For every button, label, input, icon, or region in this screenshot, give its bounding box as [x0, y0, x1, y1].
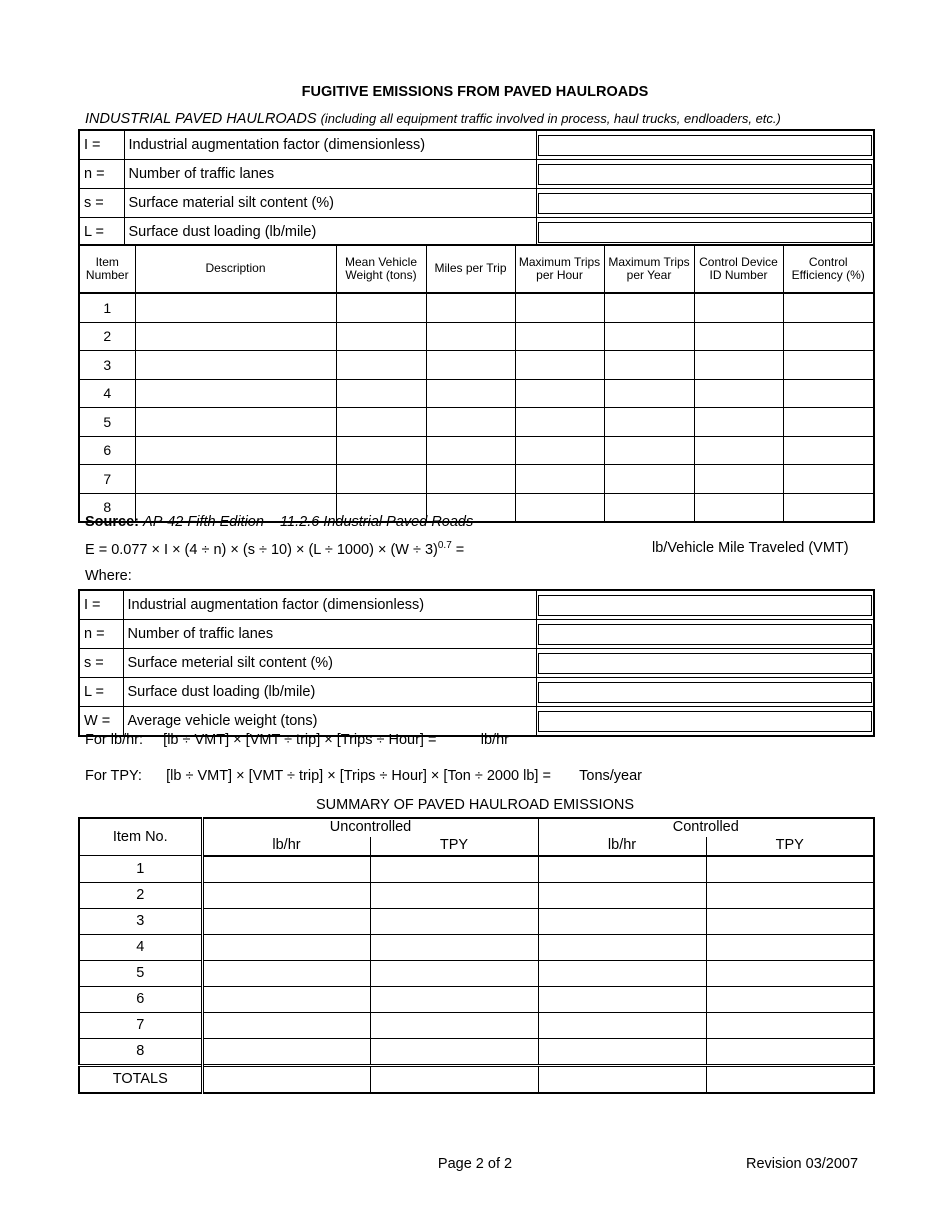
item-entry-cell[interactable]	[336, 408, 426, 437]
param-symbol: I =	[79, 590, 123, 620]
item-entry-cell[interactable]	[694, 465, 783, 494]
tpy-unit: Tons/year	[579, 768, 643, 784]
tpy-label: For TPY:	[85, 768, 142, 784]
item-entry-cell[interactable]	[604, 379, 694, 408]
where-param-row	[79, 649, 874, 678]
summary-entry-cell[interactable]	[202, 986, 370, 1012]
param-value-field[interactable]	[538, 653, 873, 674]
param-symbol: s =	[79, 189, 124, 218]
summary-entry-cell[interactable]	[202, 934, 370, 960]
items-column-header: Control Device ID Number	[694, 245, 783, 293]
item-entry-cell[interactable]	[515, 322, 604, 351]
where-parameters-table	[78, 589, 875, 737]
equation-lhs: E = 0.077 × I × (4 ÷ n) × (s ÷ 10) × (L ÷ 1000) × (W ÷ 3)	[85, 541, 438, 558]
summary-item-number: 5	[79, 960, 202, 986]
item-entry-cell[interactable]	[515, 436, 604, 465]
item-entry-cell[interactable]	[515, 351, 604, 380]
summary-entry-cell[interactable]	[538, 1012, 706, 1038]
param-value-cell	[536, 620, 874, 649]
param-value-cell	[536, 590, 874, 620]
item-number: 1	[79, 293, 135, 322]
tpy-expression: [lb ÷ VMT] × [VMT ÷ trip] × [Trips ÷ Hour] × [Ton ÷ 2000 lb] =	[166, 768, 551, 784]
summary-entry-cell[interactable]	[538, 1038, 706, 1065]
item-entry-cell[interactable]	[336, 379, 426, 408]
summary-entry-cell[interactable]	[370, 934, 538, 960]
summary-item-header: Item No.	[79, 818, 202, 856]
items-column-header: Control Efficiency (%)	[783, 245, 874, 293]
item-entry-cell[interactable]	[694, 408, 783, 437]
item-entry-cell[interactable]	[783, 379, 874, 408]
items-column-header: Item Number	[79, 245, 135, 293]
summary-entry-cell[interactable]	[706, 986, 874, 1012]
item-entry-cell[interactable]	[604, 293, 694, 322]
summary-uncontrolled-tpy-header: TPY	[370, 837, 538, 856]
page-number: Page 2 of 2	[437, 1156, 513, 1172]
equation-exponent: 0.7	[437, 540, 452, 551]
item-entry-cell[interactable]	[604, 351, 694, 380]
item-entry-cell[interactable]	[604, 436, 694, 465]
item-entry-cell[interactable]	[426, 379, 515, 408]
summary-table-row	[79, 1012, 874, 1038]
items-table-row	[79, 293, 874, 322]
param-symbol: n =	[79, 160, 124, 189]
summary-table-row	[79, 1065, 874, 1093]
summary-entry-cell[interactable]	[370, 908, 538, 934]
summary-entry-cell[interactable]	[202, 1038, 370, 1065]
item-entry-cell[interactable]	[694, 436, 783, 465]
item-entry-cell[interactable]	[783, 465, 874, 494]
source-label: Source:	[85, 514, 139, 530]
items-table-row	[79, 351, 874, 380]
item-entry-cell[interactable]	[426, 322, 515, 351]
items-table-row	[79, 408, 874, 437]
param-value-field[interactable]	[538, 682, 873, 703]
equation-unit: lb/Vehicle Mile Traveled (VMT)	[652, 540, 849, 556]
summary-entry-cell[interactable]	[202, 1065, 370, 1093]
item-entry-cell[interactable]	[694, 351, 783, 380]
param-value-field[interactable]	[538, 222, 873, 243]
summary-entry-cell[interactable]	[370, 986, 538, 1012]
emission-equation	[85, 540, 464, 558]
items-column-header: Maximum Trips per Year	[604, 245, 694, 293]
item-number: 2	[79, 322, 135, 351]
where-param-row	[79, 590, 874, 620]
summary-entry-cell[interactable]	[706, 908, 874, 934]
summary-title: SUMMARY OF PAVED HAULROAD EMISSIONS	[316, 797, 634, 813]
lbhr-label: For lb/hr:	[85, 732, 144, 748]
summary-entry-cell[interactable]	[706, 1012, 874, 1038]
item-entry-cell[interactable]	[426, 293, 515, 322]
summary-entry-cell[interactable]	[538, 934, 706, 960]
item-entry-cell[interactable]	[426, 351, 515, 380]
lbhr-formula	[85, 732, 509, 748]
param-value-cell	[536, 649, 874, 678]
param-value-field[interactable]	[538, 164, 873, 185]
items-column-header: Maximum Trips per Hour	[515, 245, 604, 293]
haulroad-items-table	[78, 244, 875, 523]
summary-item-number: 6	[79, 986, 202, 1012]
item-entry-cell[interactable]	[783, 408, 874, 437]
summary-item-number: 3	[79, 908, 202, 934]
summary-table-row	[79, 960, 874, 986]
source-line	[85, 514, 473, 530]
summary-table-row	[79, 1038, 874, 1065]
summary-entry-cell[interactable]	[370, 1065, 538, 1093]
item-entry-cell[interactable]	[694, 493, 783, 522]
items-table-row	[79, 379, 874, 408]
item-entry-cell[interactable]	[604, 465, 694, 494]
summary-item-number: TOTALS	[79, 1065, 202, 1093]
top-param-row	[79, 218, 874, 248]
summary-entry-cell[interactable]	[202, 960, 370, 986]
revision-date: Revision 03/2007	[746, 1156, 859, 1172]
summary-controlled-tpy-header: TPY	[706, 837, 874, 856]
summary-entry-cell[interactable]	[538, 960, 706, 986]
items-table-row	[79, 436, 874, 465]
item-entry-cell[interactable]	[135, 379, 336, 408]
item-entry-cell[interactable]	[515, 408, 604, 437]
item-entry-cell[interactable]	[694, 322, 783, 351]
summary-emissions-table	[78, 817, 875, 1094]
param-symbol: I =	[79, 130, 124, 160]
summary-entry-cell[interactable]	[370, 1038, 538, 1065]
summary-entry-cell[interactable]	[538, 908, 706, 934]
item-entry-cell[interactable]	[783, 293, 874, 322]
param-description: Number of traffic lanes	[124, 160, 536, 189]
item-number: 7	[79, 465, 135, 494]
item-entry-cell[interactable]	[694, 293, 783, 322]
item-entry-cell[interactable]	[135, 465, 336, 494]
summary-entry-cell[interactable]	[370, 882, 538, 908]
items-table-row	[79, 465, 874, 494]
param-value-field[interactable]	[538, 193, 873, 214]
summary-table-row	[79, 986, 874, 1012]
param-symbol: s =	[79, 649, 123, 678]
summary-entry-cell[interactable]	[202, 882, 370, 908]
param-symbol: W =	[79, 707, 123, 737]
item-entry-cell[interactable]	[426, 408, 515, 437]
item-entry-cell[interactable]	[426, 465, 515, 494]
param-description: Surface material silt content (%)	[124, 189, 536, 218]
item-entry-cell[interactable]	[694, 379, 783, 408]
item-entry-cell[interactable]	[135, 351, 336, 380]
item-entry-cell[interactable]	[135, 293, 336, 322]
top-param-row	[79, 130, 874, 160]
item-entry-cell[interactable]	[783, 493, 874, 522]
where-label: Where:	[85, 568, 132, 584]
param-value-cell	[536, 707, 874, 737]
param-value-cell	[536, 218, 874, 248]
summary-entry-cell[interactable]	[706, 856, 874, 883]
item-entry-cell[interactable]	[336, 436, 426, 465]
param-description: Surface meterial silt content (%)	[123, 649, 536, 678]
tpy-formula	[85, 768, 642, 784]
summary-uncontrolled-header: Uncontrolled	[202, 818, 538, 837]
where-param-row	[79, 620, 874, 649]
item-entry-cell[interactable]	[604, 322, 694, 351]
item-entry-cell[interactable]	[426, 436, 515, 465]
item-entry-cell[interactable]	[135, 408, 336, 437]
summary-item-number: 4	[79, 934, 202, 960]
summary-item-number: 1	[79, 856, 202, 883]
summary-entry-cell[interactable]	[706, 882, 874, 908]
item-entry-cell[interactable]	[515, 493, 604, 522]
item-entry-cell[interactable]	[336, 465, 426, 494]
param-value-field[interactable]	[538, 711, 873, 732]
param-value-cell	[536, 189, 874, 218]
item-number: 3	[79, 351, 135, 380]
summary-item-number: 8	[79, 1038, 202, 1065]
subtitle-parenthetical: (including all equipment traffic involved in process, haul trucks, endloaders, etc.)	[320, 111, 781, 126]
summary-entry-cell[interactable]	[706, 960, 874, 986]
summary-table-row	[79, 908, 874, 934]
summary-item-number: 2	[79, 882, 202, 908]
top-parameters-table	[78, 129, 875, 248]
summary-entry-cell[interactable]	[538, 882, 706, 908]
lbhr-unit: lb/hr	[480, 732, 509, 748]
item-number: 4	[79, 379, 135, 408]
param-symbol: L =	[79, 678, 123, 707]
summary-entry-cell[interactable]	[202, 1012, 370, 1038]
summary-entry-cell[interactable]	[706, 1038, 874, 1065]
param-symbol: L =	[79, 218, 124, 248]
top-param-row	[79, 160, 874, 189]
param-value-field[interactable]	[538, 135, 873, 156]
param-description: Average vehicle weight (tons)	[123, 707, 536, 737]
item-number: 6	[79, 436, 135, 465]
item-entry-cell[interactable]	[515, 379, 604, 408]
item-entry-cell[interactable]	[783, 351, 874, 380]
item-entry-cell[interactable]	[783, 322, 874, 351]
item-entry-cell[interactable]	[515, 293, 604, 322]
item-number: 8	[79, 493, 135, 522]
param-value-cell	[536, 160, 874, 189]
summary-entry-cell[interactable]	[706, 934, 874, 960]
summary-entry-cell[interactable]	[538, 856, 706, 883]
item-entry-cell[interactable]	[783, 436, 874, 465]
summary-item-number: 7	[79, 1012, 202, 1038]
item-entry-cell[interactable]	[515, 465, 604, 494]
subtitle-main: INDUSTRIAL PAVED HAULROADS	[85, 111, 317, 127]
item-entry-cell[interactable]	[135, 436, 336, 465]
param-description: Industrial augmentation factor (dimensionless)	[123, 590, 536, 620]
items-column-header: Mean Vehicle Weight (tons)	[336, 245, 426, 293]
param-description: Industrial augmentation factor (dimensionless)	[124, 130, 536, 160]
param-symbol: n =	[79, 620, 123, 649]
summary-controlled-lbhr-header: lb/hr	[538, 837, 706, 856]
summary-entry-cell[interactable]	[202, 908, 370, 934]
item-number: 5	[79, 408, 135, 437]
summary-entry-cell[interactable]	[706, 1065, 874, 1093]
param-description: Surface dust loading (lb/mile)	[123, 678, 536, 707]
section-subtitle	[85, 111, 781, 127]
item-entry-cell[interactable]	[336, 351, 426, 380]
item-entry-cell[interactable]	[135, 322, 336, 351]
summary-table-row	[79, 882, 874, 908]
items-table-row	[79, 322, 874, 351]
items-column-header: Miles per Trip	[426, 245, 515, 293]
param-value-cell	[536, 678, 874, 707]
param-description: Surface dust loading (lb/mile)	[124, 218, 536, 248]
param-value-cell	[536, 130, 874, 160]
lbhr-expression: [lb ÷ VMT] × [VMT ÷ trip] × [Trips ÷ Hour] =	[163, 732, 437, 748]
page-title: FUGITIVE EMISSIONS FROM PAVED HAULROADS	[301, 84, 649, 100]
equation-equals: =	[451, 541, 465, 558]
where-param-row	[79, 678, 874, 707]
summary-entry-cell[interactable]	[538, 1065, 706, 1093]
summary-uncontrolled-lbhr-header: lb/hr	[202, 837, 370, 856]
summary-entry-cell[interactable]	[202, 856, 370, 883]
summary-entry-cell[interactable]	[370, 856, 538, 883]
items-column-header: Description	[135, 245, 336, 293]
item-entry-cell[interactable]	[604, 408, 694, 437]
param-value-field[interactable]	[538, 624, 873, 645]
summary-table-row	[79, 856, 874, 883]
item-entry-cell[interactable]	[604, 493, 694, 522]
summary-entry-cell[interactable]	[370, 1012, 538, 1038]
item-entry-cell[interactable]	[336, 322, 426, 351]
source-text: AP-42 Fifth Edition – 11.2.6 Industrial Paved Roads	[143, 514, 474, 530]
param-description: Number of traffic lanes	[123, 620, 536, 649]
summary-table-row	[79, 934, 874, 960]
summary-entry-cell[interactable]	[538, 986, 706, 1012]
item-entry-cell[interactable]	[336, 293, 426, 322]
param-value-field[interactable]	[538, 595, 873, 616]
summary-controlled-header: Controlled	[538, 818, 874, 837]
summary-entry-cell[interactable]	[370, 960, 538, 986]
top-param-row	[79, 189, 874, 218]
